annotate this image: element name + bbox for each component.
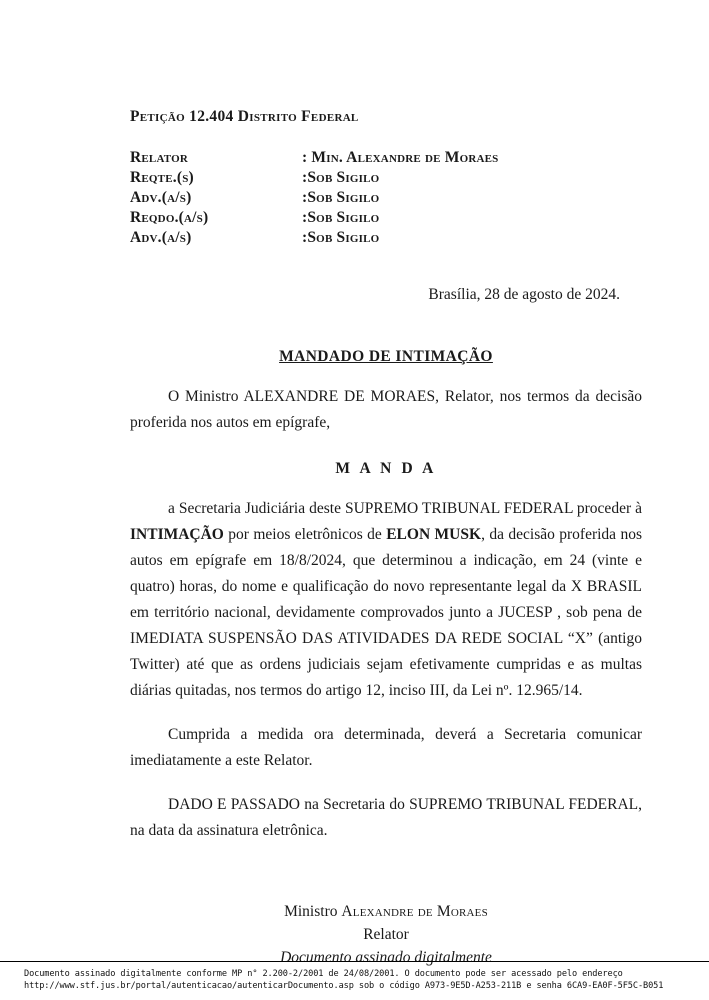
footer-line-2: http://www.stf.jus.br/portal/autenticacao/autenticarDocumento.asp sob o código A973-9E5D-A253-211B e senha 6CA9-EA0F-5F5C-B051	[24, 981, 664, 991]
party-row	[130, 168, 642, 188]
order-bold-name: ELON MUSK	[386, 526, 482, 543]
paragraph-issued: DADO E PASSADO na Secretaria do SUPREMO TRIBUNAL FEDERAL, na data da assinatura eletrônica.	[130, 796, 642, 839]
party-value: :Sob Sigilo	[302, 189, 380, 206]
party-label: Reqdo.(a/s)	[130, 209, 209, 226]
party-label: Relator	[130, 149, 189, 166]
paragraph-order	[130, 496, 642, 704]
party-row	[130, 208, 642, 228]
party-label: Adv.(a/s)	[130, 189, 192, 206]
place-and-date: Brasília, 28 de agosto de 2024.	[428, 286, 620, 303]
signature-prefix: Ministro	[284, 903, 342, 920]
order-text-2: por meios eletrônicos de	[223, 526, 387, 543]
signature-block	[130, 900, 642, 969]
signature-name: Alexandre de Moraes	[341, 903, 488, 920]
paragraph-communicate: Cumprida a medida ora determinada, deverá a Secretaria comunicar imediatamente a este Relator.	[130, 726, 642, 769]
document-title: MANDADO DE INTIMAÇÃO	[279, 348, 493, 365]
party-row	[130, 228, 642, 248]
party-label: Adv.(a/s)	[130, 229, 192, 246]
party-label: Reqte.(s)	[130, 169, 194, 186]
parties-block	[130, 148, 642, 248]
footer-line-1: Documento assinado digitalmente conforme MP n° 2.200-2/2001 de 24/08/2001. O documento pode ser acessado pelo endereço	[24, 969, 623, 979]
order-bold-intimacao: INTIMAÇÃO	[130, 526, 224, 543]
party-value: : Min. Alexandre de Moraes	[302, 149, 499, 166]
party-value: :Sob Sigilo	[302, 209, 380, 226]
party-row	[130, 188, 642, 208]
party-row	[130, 148, 642, 168]
signature-note: Documento assinado digitalmente	[280, 949, 492, 966]
signature-name-line	[130, 900, 642, 923]
manda-heading: M A N D A	[335, 460, 437, 477]
order-text-1: a Secretaria Judiciária deste SUPREMO TRIBUNAL FEDERAL proceder à	[168, 500, 642, 517]
order-text-3: , da decisão proferida nos autos em epígrafe em 18/8/2024, que determinou a indicação, em 24 (vinte e quatro) horas, do nome e qualificação do novo representante legal da X BRASIL em território nacional, devidamente comprovados junto a JUCESP , sob pena de IMEDIATA SUSPENSÃO DAS ATIVIDADES DA REDE SOCIAL “X” (antigo Twitter) até que as ordens judiciais sejam efetivamente cumpridas e as multas diárias quitadas, nos termos do artigo 12, inciso III, da Lei nº. 12.965/14.	[130, 526, 642, 699]
party-value: :Sob Sigilo	[302, 229, 380, 246]
party-value: :Sob Sigilo	[302, 169, 380, 186]
document-footer	[0, 961, 709, 1000]
signature-role: Relator	[363, 926, 409, 943]
case-title: Petição 12.404 Distrito Federal	[130, 108, 359, 125]
paragraph-intro: O Ministro ALEXANDRE DE MORAES, Relator, nos termos da decisão proferida nos autos em epígrafe,	[130, 388, 642, 431]
